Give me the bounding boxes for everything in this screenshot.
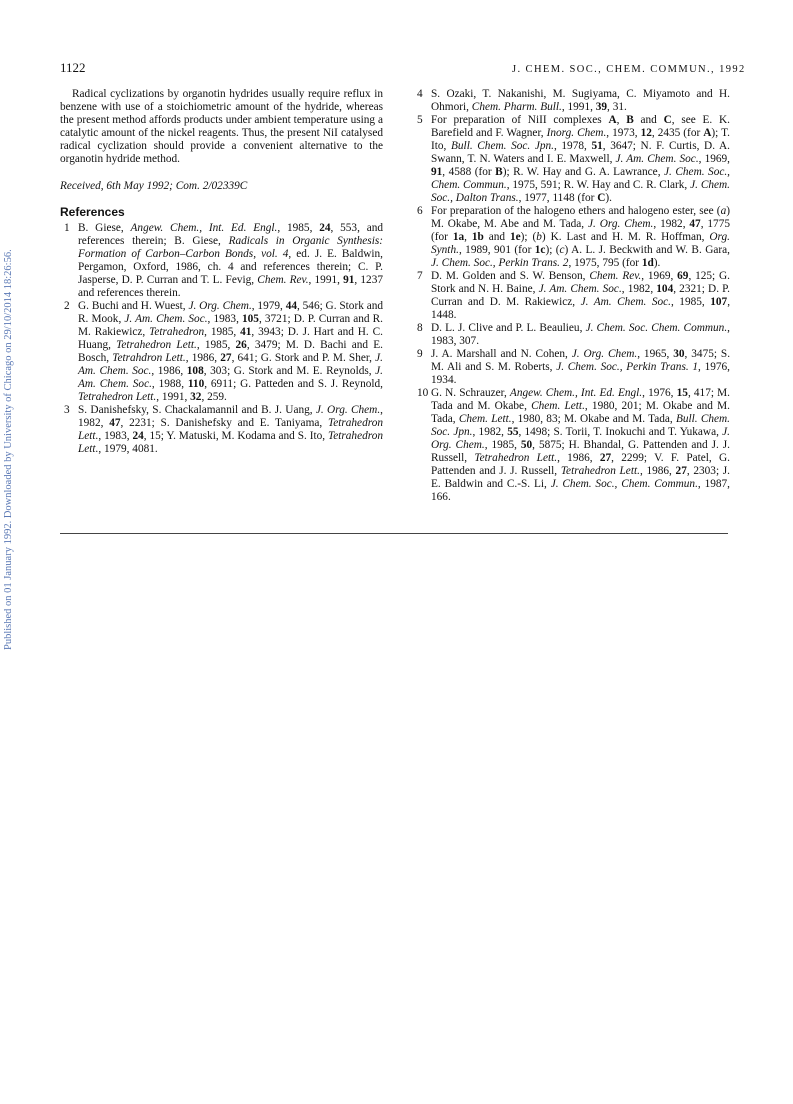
reference-text: For preparation of NiII complexes A, B and C, see E. K. Barefield and F. Wagner, Inorg. Chem., 1973, 12, 2435 (for A); T. Ito, Bull. Chem. Soc. Jpn., 1978, 51, 3647; N. F. Curtis, D. A. Swann, T. N. Waters and I. E. Maxwell, J. Am. Chem. Soc., 1969, 91, 4588 (for B); R. W. Hay and G. A. Lawrance, J. Chem. Soc., Chem. Commun., 1975, 591; R. W. Hay and C. R. Clark, J. Chem. Soc., Dalton Trans., 1977, 1148 (for C). <box>431 114 731 204</box>
reference-list-left <box>60 222 383 456</box>
reference-text: S. Danishefsky, S. Chackalamannil and B. J. Uang, J. Org. Chem., 1982, 47, 2231; S. Danishefsky and E. Taniyama, Tetrahedron Lett., 1983, 24, 15; Y. Matuski, M. Kodama and S. Ito, Tetrahedron Lett., 1979, 4081. <box>78 404 384 455</box>
reference-number: 2 <box>64 300 70 312</box>
running-header: J. CHEM. SOC., CHEM. COMMUN., 1992 <box>512 64 746 75</box>
reference-number: 1 <box>64 222 70 234</box>
reference-item <box>413 114 730 205</box>
reference-number: 8 <box>417 322 423 334</box>
reference-item <box>60 222 383 300</box>
reference-number: 4 <box>417 88 423 100</box>
reference-number: 10 <box>417 387 429 399</box>
reference-text: B. Giese, Angew. Chem., Int. Ed. Engl., 1985, 24, 553, and references therein; B. Giese, Radicals in Organic Synthesis: Formation of Carbon–Carbon Bonds, vol. 4, ed. J. E. Baldwin, Pergamon, Oxford, 1986, ch. 4 and references therein; C. P. Jasperse, D. P. Curran and T. L. Fevig, Chem. Rev., 1991, 91, 1237 and references therein. <box>78 222 384 299</box>
reference-text: For preparation of the halogeno ethers and halogeno ester, see (a) M. Okabe, M. Abe and M. Tada, J. Org. Chem., 1982, 47, 1775 (for 1a, 1b and 1e); (b) K. Last and H. M. R. Hoffman, Org. Synth., 1989, 901 (for 1c); (c) A. L. J. Beckwith and W. B. Gara, J. Chem. Soc., Perkin Trans. 2, 1975, 795 (for 1d). <box>431 205 731 269</box>
reference-item <box>413 348 730 387</box>
reference-item <box>413 322 730 348</box>
reference-item <box>60 300 383 404</box>
reference-text: G. N. Schrauzer, Angew. Chem., Int. Ed. Engl., 1976, 15, 417; M. Tada and M. Okabe, Chem. Lett., 1980, 201; M. Okabe and M. Tada, Chem. Lett., 1980, 83; M. Okabe and M. Tada, Bull. Chem. Soc. Jpn., 1982, 55, 1498; S. Torii, T. Inokuchi and T. Yukawa, J. Org. Chem., 1985, 50, 5875; H. Bhandal, G. Pattenden and J. J. Russell, Tetrahedron Lett., 1986, 27, 2299; V. F. Patel, G. Pattenden and J. J. Russell, Tetrahedron Lett., 1986, 27, 2303; J. E. Baldwin and C.-S. Li, J. Chem. Soc., Chem. Commun., 1987, 166. <box>431 387 731 503</box>
reference-item <box>413 387 730 504</box>
footer-rule <box>60 533 728 534</box>
reference-text: S. Ozaki, T. Nakanishi, M. Sugiyama, C. Miyamoto and H. Ohmori, Chem. Pharm. Bull., 1991, 39, 31. <box>431 88 730 113</box>
body-paragraph: Radical cyclizations by organotin hydrides usually require reflux in benzene with use of a stoichiometric amount of the hydride, whereas the present method affords products under ambient temperature using a catalytic amount of the nickel reagents. Thus, the present NiI catalysed radical cyclization should provide a convenient alternative to the organotin hydride method. <box>60 88 383 165</box>
received-line: Received, 6th May 1992; Com. 2/02339C <box>60 180 248 192</box>
reference-number: 6 <box>417 205 423 217</box>
reference-text: G. Buchi and H. Wuest, J. Org. Chem., 1979, 44, 546; G. Stork and R. Mook, J. Am. Chem. Soc., 1983, 105, 3721; D. P. Curran and R. M. Rakiewicz, Tetrahedron, 1985, 41, 3943; D. J. Hart and H. C. Huang, Tetrahedron Lett., 1985, 26, 3479; M. D. Bachi and E. Bosch, Tetrahdron Lett., 1986, 27, 641; G. Stork and P. M. Sher, J. Am. Chem. Soc., 1986, 108, 303; G. Stork and M. E. Reynolds, J. Am. Chem. Soc., 1988, 110, 6911; G. Patteden and S. J. Reynold, Tetrahedron Lett., 1991, 32, 259. <box>78 300 384 403</box>
reference-number: 7 <box>417 270 423 282</box>
download-watermark: Published on 01 January 1992. Downloaded by University of Chicago on 29/10/2014 18:26:56. <box>3 249 14 651</box>
page-number: 1122 <box>60 60 86 75</box>
left-column <box>60 88 383 456</box>
reference-number: 3 <box>64 404 70 416</box>
reference-text: D. L. J. Clive and P. L. Beaulieu, J. Chem. Soc. Chem. Commun., 1983, 307. <box>431 322 730 347</box>
reference-text: D. M. Golden and S. W. Benson, Chem. Rev., 1969, 69, 125; G. Stork and N. H. Baine, J. Am. Chem. Soc., 1982, 104, 2321; D. P. Curran and D. M. Rakiewicz, J. Am. Chem. Soc., 1985, 107, 1448. <box>431 270 731 321</box>
reference-text: J. A. Marshall and N. Cohen, J. Org. Chem., 1965, 30, 3475; S. M. Ali and S. M. Roberts, J. Chem. Soc., Perkin Trans. 1, 1976, 1934. <box>431 348 731 386</box>
reference-item <box>413 88 730 114</box>
reference-item <box>413 205 730 270</box>
reference-number: 5 <box>417 114 423 126</box>
reference-item <box>60 404 383 456</box>
reference-item <box>413 270 730 322</box>
right-column <box>413 88 730 504</box>
reference-number: 9 <box>417 348 423 360</box>
references-heading: References <box>60 205 125 219</box>
reference-list-right <box>413 88 730 504</box>
